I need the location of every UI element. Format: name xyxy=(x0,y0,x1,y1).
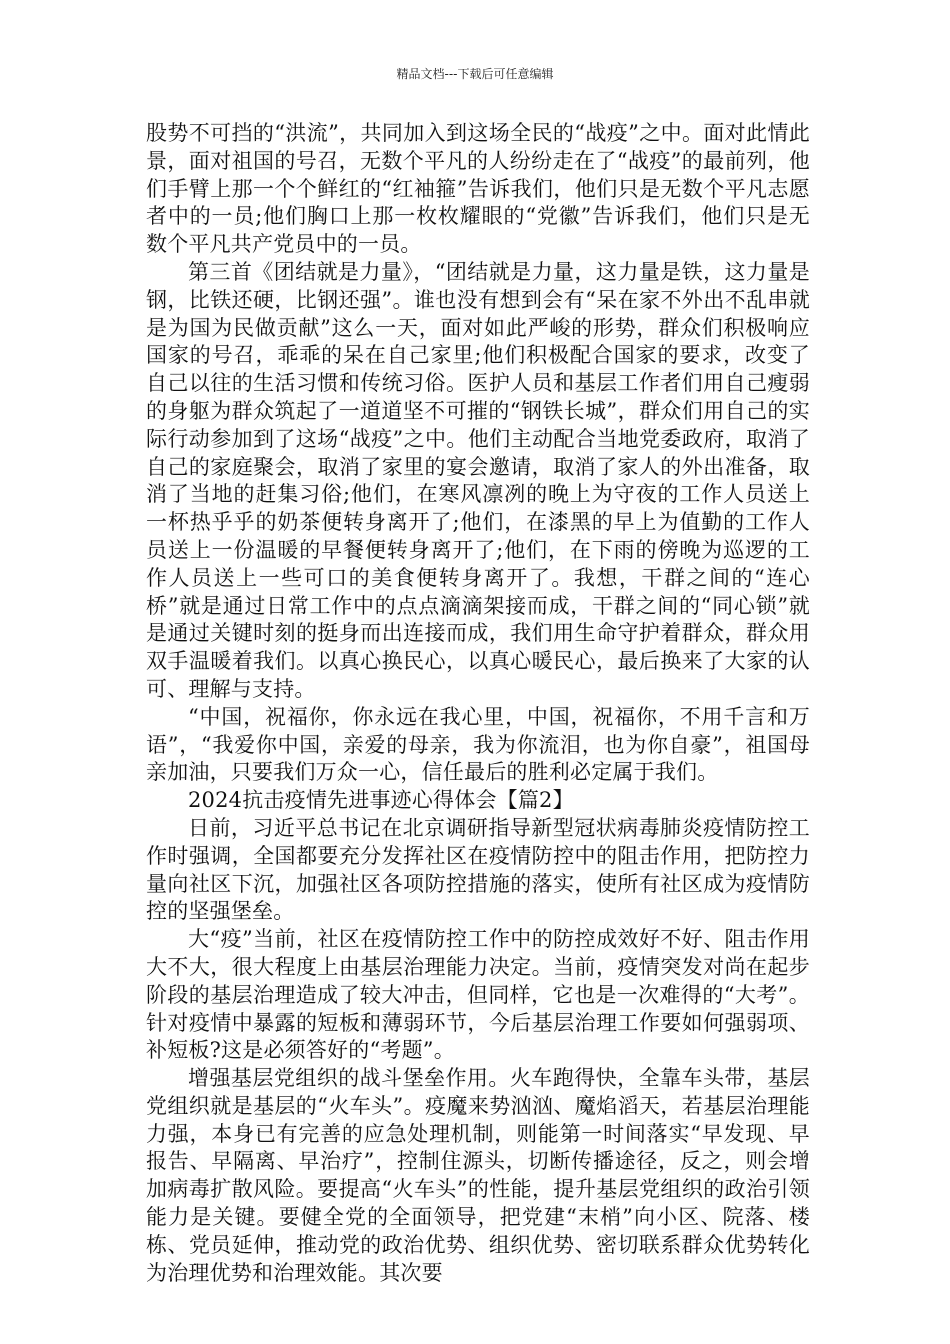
document-body xyxy=(146,120,810,1287)
section-heading: 2024抗击疫情先进事迹心得体会【篇2】 xyxy=(188,788,574,813)
page-header: 精品文档---下载后可任意编辑 xyxy=(396,67,554,81)
paragraph-continuation: 股势不可挡的“洪流”，共同加入到这场全民的“战疫”之中。面对此情此景，面对祖国的号召，无数个平凡的人纷纷走在了“战疫”的最前列，他们手臂上那一个个鲜红的“红袖箍”告诉我们，他们只是无数个平凡志愿者中的一员;他们胸口上那一枚枚耀眼的“党徽”告诉我们，他们只是无数个平凡共产党员中的一员。 xyxy=(146,121,810,257)
paragraph-china-blessing: “中国，祝福你，你永远在我心里，中国，祝福你，不用千言和万语”，“我爱你中国，亲爱的母亲，我为你流泪，也为你自豪”，祖国母亲加油，只要我们万众一心，信任最后的胜利必定属于我们。 xyxy=(146,704,810,785)
paragraph-community-governance: 大“疫”当前，社区在疫情防控工作中的防控成效好不好、阻击作用大不大，很大程度上由基层治理能力决定。当前，疫情突发对尚在起步阶段的基层治理造成了较大冲击，但同样，它也是一次难得的“大考”。针对疫情中暴露的短板和薄弱环节，今后基层治理工作要如何强弱项、补短板?这是必须答好的“考题”。 xyxy=(146,927,810,1063)
paragraph-xi-remarks: 日前，习近平总书记在北京调研指导新型冠状病毒肺炎疫情防控工作时强调，全国都要充分发挥社区在疫情防控中的阻击作用，把防控力量向社区下沉，加强社区各项防控措施的落实，使所有社区成为疫情防控的坚强堡垒。 xyxy=(146,815,810,924)
paragraph-third-song: 第三首《团结就是力量》，“团结就是力量，这力量是铁，这力量是钢，比铁还硬，比钢还强”。谁也没有想到会有“呆在家不外出不乱串就是为国为民做贡献”这么一天，面对如此严峻的形势，群众们积极响应国家的号召，乖乖的呆在自己家里;他们积极配合国家的要求，改变了自己以往的生活习惯和传统习俗。医护人员和基层工作者们用自己瘦弱的身躯为群众筑起了一道道坚不可摧的“钢铁长城”，群众们用自己的实际行动参加到了这场“战疫”之中。他们主动配合当地党委政府，取消了自己的家庭聚会，取消了家里的宴会邀请，取消了家人的外出准备，取消了当地的赶集习俗;他们，在寒风凛冽的晚上为守夜的工作人员送上一杯热乎乎的奶茶便转身离开了;他们，在漆黑的早上为值勤的工作人员送上一份温暖的早餐便转身离开了;他们，在下雨的傍晚为巡逻的工作人员送上一些可口的美食便转身离开了。我想，干群之间的“连心桥”就是通过日常工作中的点点滴滴架接而成，干群之间的“同心锁”就是通过关键时刻的挺身而出连接而成，我们用生命守护着群众，群众用双手温暖着我们。以真心换民心，以真心暖民心，最后换来了大家的认可、理解与支持。 xyxy=(146,259,810,701)
paragraph-party-organization: 增强基层党组织的战斗堡垒作用。火车跑得快，全靠车头带，基层党组织就是基层的“火车头”。疫魔来势汹汹、魔焰滔天，若基层治理能力强，本身已有完善的应急处理机制，则能第一时间落实“早发现、早报告、早隔离、早治疗”，控制住源头，切断传播途径，反之，则会增加病毒扩散风险。要提高“火车头”的性能，提升基层党组织的政治引领能力是关键。要健全党的全面领导，把党建“末梢”向小区、院落、楼栋、党员延伸，推动党的政治优势、组织优势、密切联系群众优势转化为治理优势和治理效能。其次要 xyxy=(146,1066,810,1285)
